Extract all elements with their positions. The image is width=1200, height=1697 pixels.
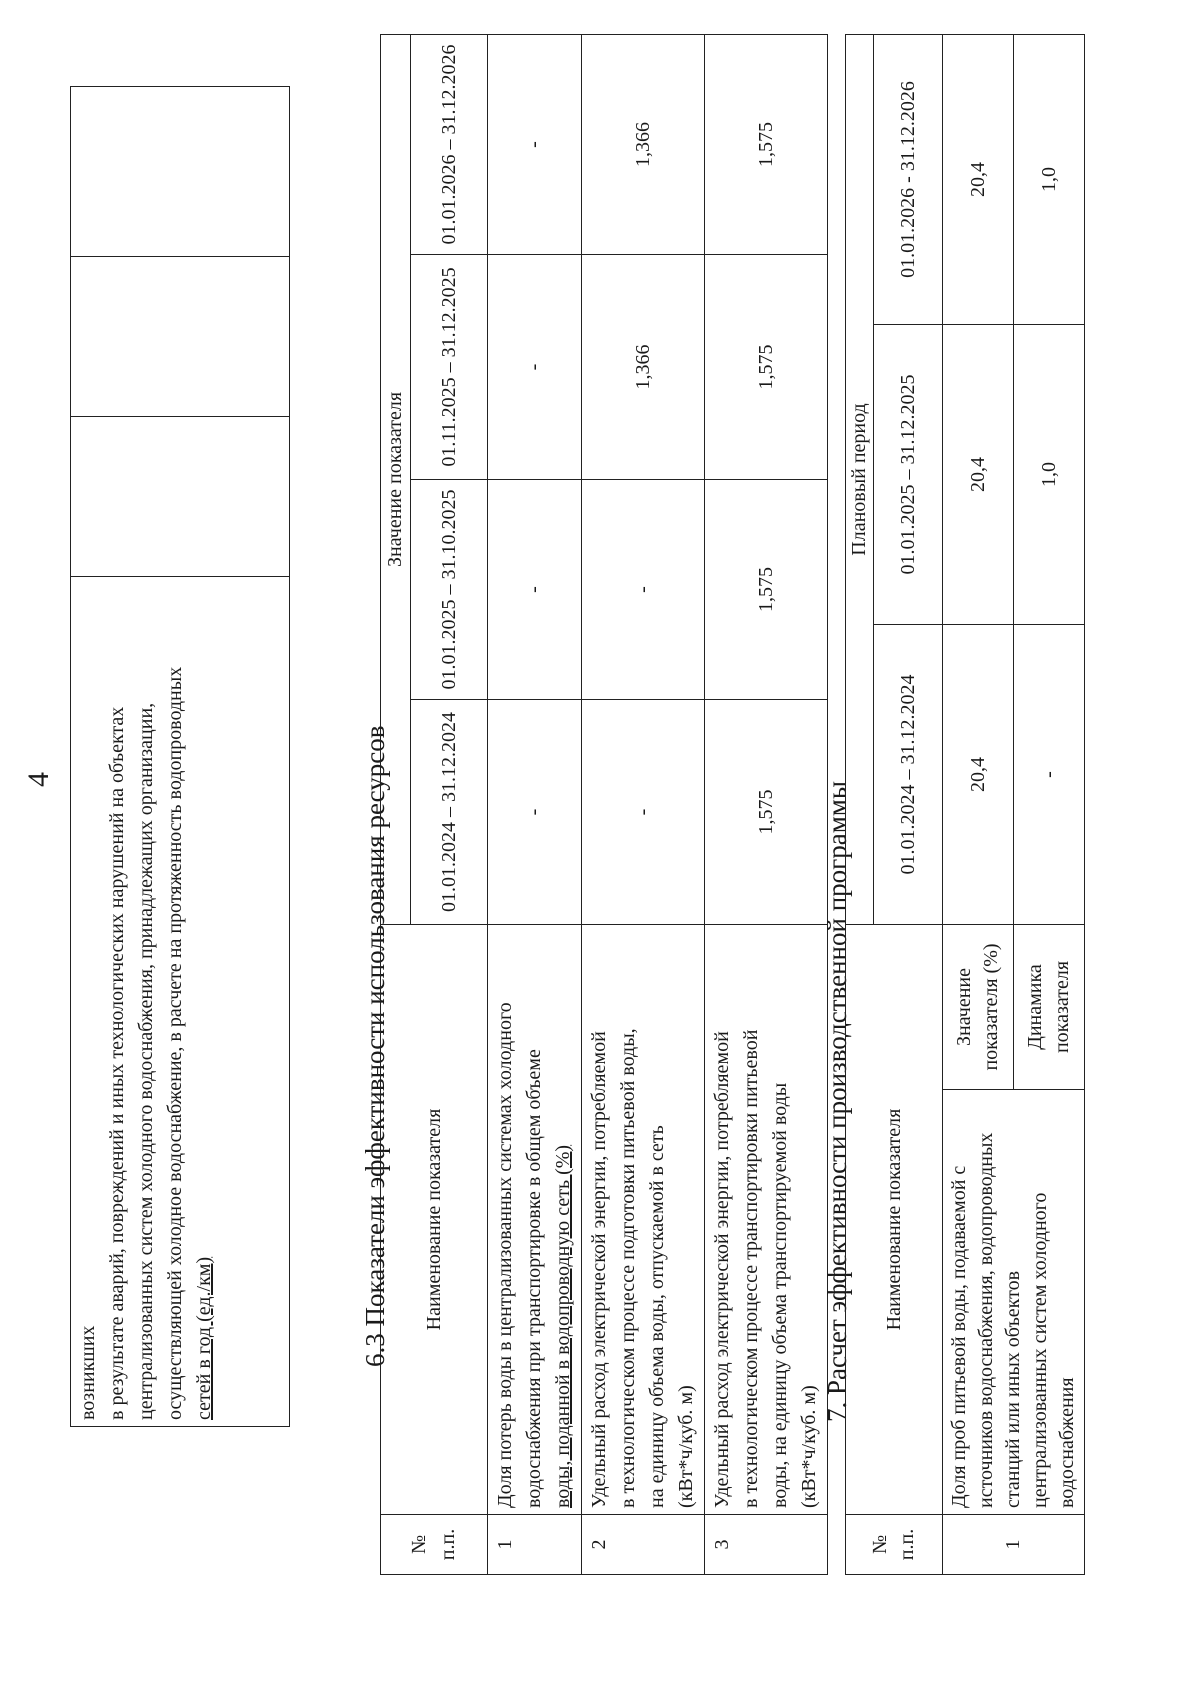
header-period: 01.01.2026 - 31.12.2026 (874, 34, 943, 324)
table-row (71, 87, 290, 1427)
value-cell: - (1014, 625, 1085, 925)
section-6-3-title: 6.3 Показатели эффективности использования ресурсов (360, 725, 390, 1367)
text-line: возникших (77, 1325, 99, 1420)
text-line: воды, на единицу объема транспортируемой воды (769, 1082, 791, 1508)
header-period: 01.01.2025 – 31.10.2025 (411, 480, 488, 700)
indicator-name (582, 925, 705, 1515)
value-cell: - (488, 255, 582, 480)
table-header-row (381, 34, 411, 1574)
value-cell (71, 417, 290, 577)
value-cell: 1,575 (705, 255, 828, 480)
text-line: Доля проб питьевой воды, подаваемой с (948, 1165, 970, 1508)
indicator-name-cell (71, 577, 290, 1427)
page-number: 4 (22, 772, 55, 787)
value-cell: - (488, 34, 582, 254)
value-cell: 1,575 (705, 34, 828, 254)
text-line: Доля потерь воды в централизованных системах холодного (494, 1002, 516, 1508)
row-number: 3 (705, 1515, 828, 1575)
text-line: Удельный расход электрической энергии, потребляемой (588, 1031, 610, 1508)
value-cell: 1,0 (1014, 325, 1085, 625)
table-row (582, 34, 705, 1574)
text-line: станций или иных объектов (1002, 1270, 1024, 1508)
continuation-table (70, 86, 290, 1427)
header-period: 01.01.2024 – 31.12.2024 (874, 625, 943, 925)
header-period: 01.01.2025 – 31.12.2025 (874, 325, 943, 625)
sub-indicator-label: Значение показателя (%) (943, 925, 1014, 1090)
text-line: на единицу объема воды, отпускаемой в сеть (646, 1125, 668, 1508)
value-cell: 20,4 (943, 625, 1014, 925)
text-line: в технологическом процессе транспортировки питьевой (740, 1029, 762, 1508)
table-header-row (846, 34, 874, 1574)
value-cell: - (488, 480, 582, 700)
text-line: Удельный расход электрической энергии, потребляемой (711, 1031, 733, 1508)
text-line: водоснабжения при транспортировке в общем объеме (523, 1049, 545, 1508)
row-number: 1 (943, 1515, 1085, 1575)
header-period: 01.11.2025 – 31.12.2025 (411, 255, 488, 480)
table-row (488, 34, 582, 1574)
text-line: централизованных систем холодного водоснабжения, принадлежащих организации, (135, 702, 157, 1420)
header-name: Наименование показателя (846, 925, 943, 1515)
text-line: источников водоснабжения, водопроводных (975, 1132, 997, 1508)
value-cell: 1,575 (705, 700, 828, 925)
text-line: сетей в год (ед./км) (193, 1256, 215, 1420)
text-line: водоснабжения (1056, 1377, 1078, 1508)
indicator-name (705, 925, 828, 1515)
indicator-name (488, 925, 582, 1515)
sub-indicator-label: Динамика показателя (1014, 925, 1085, 1090)
header-no: № п.п. (846, 1515, 943, 1575)
header-period: 01.01.2024 – 31.12.2024 (411, 700, 488, 925)
header-period: 01.01.2026 – 31.12.2026 (411, 34, 488, 254)
text-line: воды, поданной в водопроводную сеть (%) (552, 1144, 574, 1508)
text-line: (кВт*ч/куб. м) (798, 1385, 820, 1508)
header-value-group: Значение показателя (381, 34, 411, 924)
table-row (943, 34, 1014, 1574)
resource-efficiency-table (380, 34, 828, 1575)
header-name: Наименование показателя (381, 925, 488, 1515)
value-cell (71, 87, 290, 257)
value-cell: 1,366 (582, 34, 705, 254)
header-plan-group: Плановый период (846, 34, 874, 924)
table-row (705, 34, 828, 1574)
value-cell: 1,575 (705, 480, 828, 700)
program-efficiency-table (845, 34, 1085, 1575)
text-line: централизованных систем холодного (1029, 1192, 1051, 1508)
value-cell: - (488, 700, 582, 925)
text-line: в результате аварий, повреждений и иных технологических нарушений на объектах (106, 706, 128, 1420)
value-cell (71, 257, 290, 417)
value-cell: 1,366 (582, 255, 705, 480)
value-cell: 20,4 (943, 325, 1014, 625)
value-cell: - (582, 480, 705, 700)
row-number: 1 (488, 1515, 582, 1575)
text-line: в технологическом процессе подготовки питьевой воды, (617, 1028, 639, 1508)
indicator-name (943, 1090, 1085, 1515)
text-line: (кВт*ч/куб. м) (675, 1385, 697, 1508)
row-number: 2 (582, 1515, 705, 1575)
value-cell: - (582, 700, 705, 925)
value-cell: 1,0 (1014, 34, 1085, 324)
text-line: осуществляющей холодное водоснабжение, в расчете на протяженность водопроводных (164, 666, 186, 1420)
value-cell: 20,4 (943, 34, 1014, 324)
section-7-title: 7. Расчет эффективности производственной программы (822, 780, 852, 1422)
header-no: № п.п. (381, 1515, 488, 1575)
